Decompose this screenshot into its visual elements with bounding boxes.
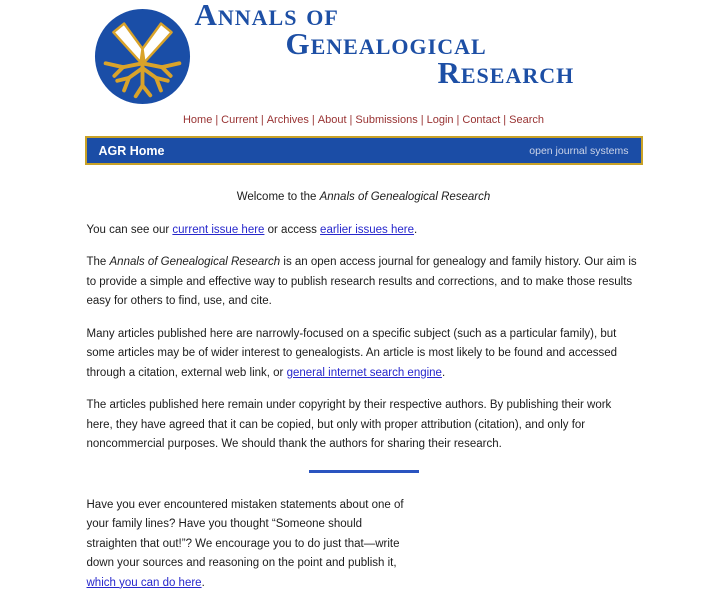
publish-here-link[interactable]: which you can do here <box>87 577 202 589</box>
nav-separator: | <box>215 114 218 126</box>
main-nav <box>85 114 643 128</box>
earlier-issues-link[interactable]: earlier issues here <box>320 224 414 236</box>
nav-link-archives[interactable]: Archives <box>267 114 309 126</box>
paragraph-about <box>87 253 641 312</box>
nav-separator: | <box>261 114 264 126</box>
search-engine-link[interactable]: general internet search engine <box>287 367 442 379</box>
journal-title-line3: Research <box>438 58 575 87</box>
nav-link-current[interactable]: Current <box>221 114 258 126</box>
issues-text-before: You can see our <box>87 224 173 236</box>
current-issue-link[interactable]: current issue here <box>172 224 264 236</box>
nav-separator: | <box>503 114 506 126</box>
header <box>85 8 643 106</box>
paragraph-copyright: The articles published here remain under copyright by their respective authors. By publishing their work here, they have agreed that it can be copied, but only with proper attribution (citation), and only for noncommercial purposes. We should thank the authors for sharing their research. <box>87 396 641 455</box>
welcome-journal-name: Annals of Genealogical Research <box>320 191 491 203</box>
about-text-after: is an open access journal for genealogy and family history. Our aim is to provide a simple and effective way to publish research results and corrections, and to make those results easy for others to find, use, and cite. <box>87 256 637 307</box>
journal-title <box>195 0 575 87</box>
main-content <box>85 188 643 593</box>
about-journal-name: Annals of Genealogical Research <box>110 256 281 268</box>
nav-link-search[interactable]: Search <box>509 114 544 126</box>
paragraph-encourage <box>87 496 413 593</box>
page-banner <box>85 136 643 165</box>
nav-separator: | <box>350 114 353 126</box>
encourage-text-before: Have you ever encountered mistaken statements about one of your family lines? Have you thought “Someone should straighten that out!”? We encourage you to do just that—write down your sources and reasoning on the point and publish it, <box>87 499 404 570</box>
issues-text-middle: or access <box>264 224 320 236</box>
page-container <box>85 0 643 593</box>
journal-title-line1: Annals of <box>195 0 575 29</box>
welcome-prefix: Welcome to the <box>237 191 320 203</box>
nav-link-about[interactable]: About <box>318 114 347 126</box>
paragraph-issues <box>87 221 641 241</box>
nav-link-submissions[interactable]: Submissions <box>355 114 417 126</box>
about-text-before: The <box>87 256 110 268</box>
section-divider <box>309 470 419 473</box>
encourage-text-after: . <box>202 577 205 589</box>
journal-title-line2: Genealogical <box>286 29 575 58</box>
nav-separator: | <box>457 114 460 126</box>
articles-text-after: . <box>442 367 445 379</box>
issues-text-after: . <box>414 224 417 236</box>
paragraph-articles <box>87 325 641 384</box>
nav-link-home[interactable]: Home <box>183 114 212 126</box>
nav-separator: | <box>312 114 315 126</box>
nav-separator: | <box>421 114 424 126</box>
nav-link-login[interactable]: Login <box>427 114 454 126</box>
banner-page-title: AGR Home <box>99 144 165 158</box>
banner-system-label: open journal systems <box>529 145 628 157</box>
nav-link-contact[interactable]: Contact <box>462 114 500 126</box>
articles-text-before: Many articles published here are narrowly-focused on a specific subject (such as a particular family), but some articles may be of wider interest to genealogists. An article is most likely to be found and accessed through a citation, external web link, or <box>87 328 618 379</box>
welcome-line <box>87 188 641 208</box>
journal-logo-icon <box>94 8 191 105</box>
